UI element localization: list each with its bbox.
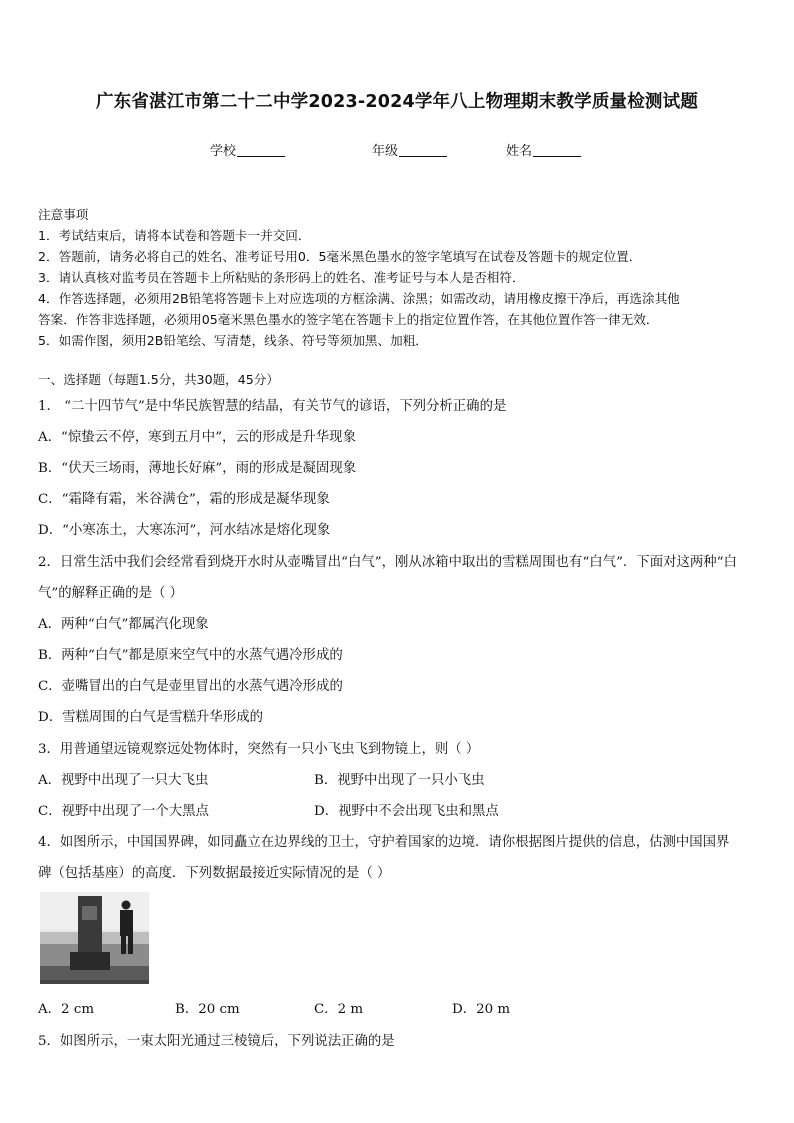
question-stem: 3．用普通望远镜观察远处物体时，突然有一只小飞虫飞到物镜上，则（ ） (38, 742, 480, 757)
grade-label: 年级 (372, 144, 399, 159)
notice-item: 2．答题前，请务必将自己的姓名、准考证号用0．5毫米黑色墨水的签字笔填写在试卷及答题卡的规定位置． (38, 249, 642, 264)
option-a: A．两种“白气”都属汽化现象 (38, 617, 209, 632)
option-c: C．壶嘴冒出的白气是壶里冒出的水蒸气遇冷形成的 (38, 679, 343, 694)
name-field[interactable] (506, 140, 581, 159)
question-stem: 4．如图所示，中国国界碑，如同矗立在边界线的卫士，守护着国家的边境．请你根据图片提供的信息，估测中国国界 (38, 835, 730, 850)
name-blank[interactable] (533, 144, 581, 157)
option-d: D．20 m (452, 1002, 511, 1017)
option-b: B．两种“白气”都是原来空气中的水蒸气遇冷形成的 (38, 648, 343, 663)
notice-item: 5．如需作图，须用2B铅笔绘、写清楚，线条、符号等须加黑、加粗． (38, 333, 428, 348)
option-a: A．“惊蛰云不停，寒到五月中”，云的形成是升华现象 (38, 430, 356, 445)
option-b: B．视野中出现了一只小飞虫 (314, 773, 485, 788)
option-d: D．“小寒冻土，大寒冻河”，河水结冰是熔化现象 (38, 523, 331, 538)
question-stem: 1． “二十四节气”是中华民族智慧的结晶，有关节气的谚语，下列分析正确的是 (38, 399, 507, 414)
question-stem-cont: 气”的解释正确的是（ ） (38, 586, 184, 601)
notice-heading: 注意事项 (38, 207, 89, 222)
school-field[interactable] (210, 140, 285, 159)
boundary-marker-photo (40, 892, 149, 984)
option-d: D．视野中不会出现飞虫和黑点 (314, 804, 499, 819)
grade-field[interactable] (372, 140, 447, 159)
option-b: B．“伏天三场雨，薄地长好麻”，雨的形成是凝固现象 (38, 461, 357, 476)
option-c: C．“霜降有霜，米谷满仓”，霜的形成是凝华现象 (38, 492, 330, 507)
option-d: D．雪糕周围的白气是雪糕升华形成的 (38, 710, 263, 725)
option-c: C．2 m (314, 1002, 364, 1017)
question-stem-cont: 碑（包括基座）的高度．下列数据最接近实际情况的是（ ） (38, 866, 391, 881)
school-blank[interactable] (237, 144, 285, 157)
question-stem: 2．日常生活中我们会经常看到烧开水时从壶嘴冒出“白气”，刚从冰箱中取出的雪糕周围也有“白气”．下面对这两种“白 (38, 555, 737, 570)
notice-item: 3．请认真核对监考员在答题卡上所粘贴的条形码上的姓名、准考证号与本人是否相符． (38, 270, 525, 285)
notice-item: 4．作答选择题，必须用2B铅笔将答题卡上对应选项的方框涂满、涂黑；如需改动，请用橡皮擦干净后，再选涂其他 (38, 291, 680, 306)
school-label: 学校 (210, 144, 237, 159)
option-a: A．视野中出现了一只大飞虫 (38, 773, 209, 788)
question-stem: 5．如图所示，一束太阳光通过三棱镜后，下列说法正确的是 (38, 1034, 395, 1049)
option-a: A．2 cm (38, 1002, 95, 1017)
notice-item: 答案．作答非选择题，必须用05毫米黑色墨水的签字笔在答题卡上的指定位置作答，在其他位置作答一律无效． (38, 312, 659, 327)
section-heading: 一、选择题（每题1.5分，共30题，45分） (38, 372, 279, 387)
option-b: B．20 cm (175, 1002, 240, 1017)
name-label: 姓名 (506, 144, 533, 159)
option-c: C．视野中出现了一个大黑点 (38, 804, 209, 819)
exam-title: 广东省湛江市第二十二中学2023-2024学年八上物理期末教学质量检测试题 (95, 92, 699, 112)
grade-blank[interactable] (399, 144, 447, 157)
notice-item: 1．考试结束后，请将本试卷和答题卡一并交回． (38, 228, 311, 243)
